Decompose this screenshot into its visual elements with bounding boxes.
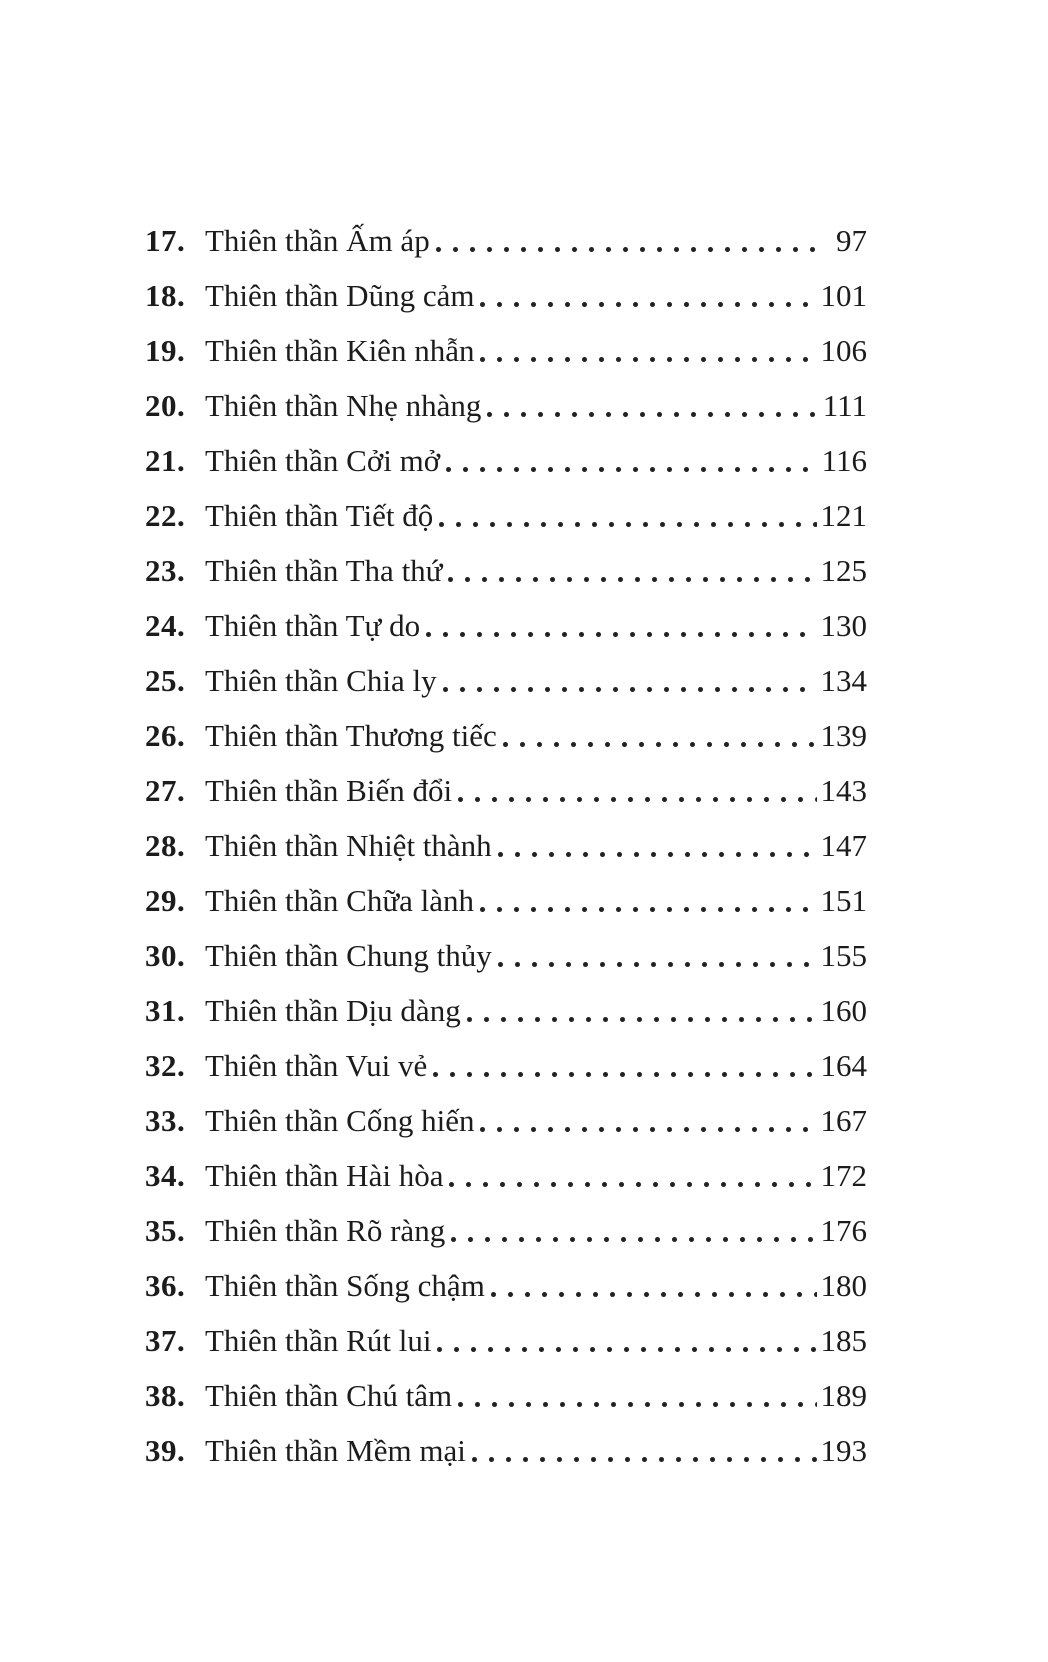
toc-entry-row xyxy=(145,332,867,370)
entry-page: 193 xyxy=(820,1433,867,1468)
entry-page: 125 xyxy=(820,553,867,588)
entry-number: 34. xyxy=(145,1158,186,1193)
entry-number: 17. xyxy=(145,223,186,258)
entry-title: Thiên thần Tự do xyxy=(205,608,421,643)
toc-entry-row xyxy=(145,1157,867,1195)
entry-title: Thiên thần Tiết độ xyxy=(205,498,434,533)
entry-number: 38. xyxy=(145,1378,186,1413)
entry-title: Thiên thần Nhẹ nhàng xyxy=(205,388,482,423)
toc-entry-row xyxy=(145,222,867,260)
entry-title: Thiên thần Dũng cảm xyxy=(205,278,475,313)
toc-entry-row xyxy=(145,992,867,1030)
dot-leader xyxy=(437,1322,816,1360)
dot-leader xyxy=(498,827,817,865)
entry-page: 172 xyxy=(820,1158,867,1193)
entry-number: 33. xyxy=(145,1103,186,1138)
toc-entry-row xyxy=(145,277,867,315)
entry-title: Thiên thần Sống chậm xyxy=(205,1268,485,1303)
entry-page: 167 xyxy=(820,1103,867,1138)
entry-number: 32. xyxy=(145,1048,186,1083)
dot-leader xyxy=(498,937,817,975)
toc-entry-row xyxy=(145,497,867,535)
dot-leader xyxy=(433,1047,816,1085)
entry-title: Thiên thần Chung thủy xyxy=(205,938,492,973)
entry-number: 27. xyxy=(145,773,186,808)
entry-page: 134 xyxy=(820,663,867,698)
entry-number: 28. xyxy=(145,828,186,863)
entry-number: 31. xyxy=(145,993,186,1028)
entry-title: Thiên thần Mềm mại xyxy=(205,1433,466,1468)
dot-leader xyxy=(449,1157,816,1195)
toc-entry-row xyxy=(145,717,867,755)
entry-page: 121 xyxy=(820,498,867,533)
entry-title: Thiên thần Tha thứ xyxy=(205,553,443,588)
entry-number: 20. xyxy=(145,388,186,423)
toc-entry-row xyxy=(145,1377,867,1415)
toc-entry-row xyxy=(145,1102,867,1140)
entry-number: 25. xyxy=(145,663,186,698)
dot-leader xyxy=(439,497,816,535)
toc-entry-row xyxy=(145,772,867,810)
dot-leader xyxy=(426,607,816,645)
entry-page: 97 xyxy=(836,223,867,258)
entry-page: 164 xyxy=(820,1048,867,1083)
dot-leader xyxy=(448,552,816,590)
dot-leader xyxy=(487,387,818,425)
toc-entry-row xyxy=(145,607,867,645)
entry-title: Thiên thần Biến đổi xyxy=(205,773,453,808)
entry-title: Thiên thần Chú tâm xyxy=(205,1378,453,1413)
entry-number: 23. xyxy=(145,553,186,588)
entry-page: 160 xyxy=(820,993,867,1028)
entry-page: 130 xyxy=(820,608,867,643)
toc-entry-row xyxy=(145,937,867,975)
entry-page: 185 xyxy=(820,1323,867,1358)
entry-page: 176 xyxy=(820,1213,867,1248)
entry-number: 36. xyxy=(145,1268,186,1303)
entry-number: 26. xyxy=(145,718,186,753)
entry-number: 37. xyxy=(145,1323,186,1358)
entry-title: Thiên thần Nhiệt thành xyxy=(205,828,492,863)
toc-entry-row xyxy=(145,442,867,480)
entry-number: 18. xyxy=(145,278,186,313)
entry-title: Thiên thần Ấm áp xyxy=(205,223,430,258)
entry-title: Thiên thần Kiên nhẫn xyxy=(205,333,475,368)
entry-title: Thiên thần Cởi mở xyxy=(205,443,441,478)
entry-page: 147 xyxy=(820,828,867,863)
entry-page: 111 xyxy=(822,388,867,423)
entry-title: Thiên thần Cống hiến xyxy=(205,1103,475,1138)
dot-leader xyxy=(436,222,819,260)
toc-entry-row xyxy=(145,662,867,700)
entry-number: 21. xyxy=(145,443,186,478)
toc-entry-row xyxy=(145,882,867,920)
table-of-contents xyxy=(145,222,867,1470)
entry-page: 143 xyxy=(820,773,867,808)
dot-leader xyxy=(467,992,817,1030)
toc-entry-row xyxy=(145,1267,867,1305)
entry-title: Thiên thần Dịu dàng xyxy=(205,993,461,1028)
entry-page: 180 xyxy=(820,1268,867,1303)
entry-number: 30. xyxy=(145,938,186,973)
toc-entry-row xyxy=(145,1047,867,1085)
dot-leader xyxy=(451,1212,816,1250)
entry-title: Thiên thần Rút lui xyxy=(205,1323,432,1358)
entry-page: 189 xyxy=(820,1378,867,1413)
entry-page: 155 xyxy=(820,938,867,973)
toc-entry-row xyxy=(145,827,867,865)
entry-number: 22. xyxy=(145,498,186,533)
entry-number: 29. xyxy=(145,883,186,918)
dot-leader xyxy=(503,717,817,755)
dot-leader xyxy=(446,442,818,480)
entry-title: Thiên thần Thương tiếc xyxy=(205,718,497,753)
entry-title: Thiên thần Rõ ràng xyxy=(205,1213,446,1248)
toc-entry-row xyxy=(145,1322,867,1360)
entry-title: Thiên thần Vui vẻ xyxy=(205,1048,428,1083)
dot-leader xyxy=(491,1267,817,1305)
entry-page: 101 xyxy=(820,278,867,313)
dot-leader xyxy=(472,1432,817,1470)
entry-page: 106 xyxy=(820,333,867,368)
entry-title: Thiên thần Chia ly xyxy=(205,663,437,698)
dot-leader xyxy=(480,277,816,315)
dot-leader xyxy=(480,882,816,920)
dot-leader xyxy=(443,662,817,700)
toc-entry-row xyxy=(145,387,867,425)
entry-page: 116 xyxy=(821,443,867,478)
entry-page: 151 xyxy=(820,883,867,918)
entry-number: 35. xyxy=(145,1213,186,1248)
toc-entry-row xyxy=(145,1432,867,1470)
entry-number: 19. xyxy=(145,333,186,368)
dot-leader xyxy=(480,332,816,370)
dot-leader xyxy=(480,1102,816,1140)
dot-leader xyxy=(458,1377,816,1415)
toc-entry-row xyxy=(145,1212,867,1250)
entry-title: Thiên thần Hài hòa xyxy=(205,1158,444,1193)
entry-number: 39. xyxy=(145,1433,186,1468)
dot-leader xyxy=(458,772,816,810)
toc-entry-row xyxy=(145,552,867,590)
entry-number: 24. xyxy=(145,608,186,643)
entry-page: 139 xyxy=(820,718,867,753)
toc-list xyxy=(145,222,867,1470)
entry-title: Thiên thần Chữa lành xyxy=(205,883,475,918)
